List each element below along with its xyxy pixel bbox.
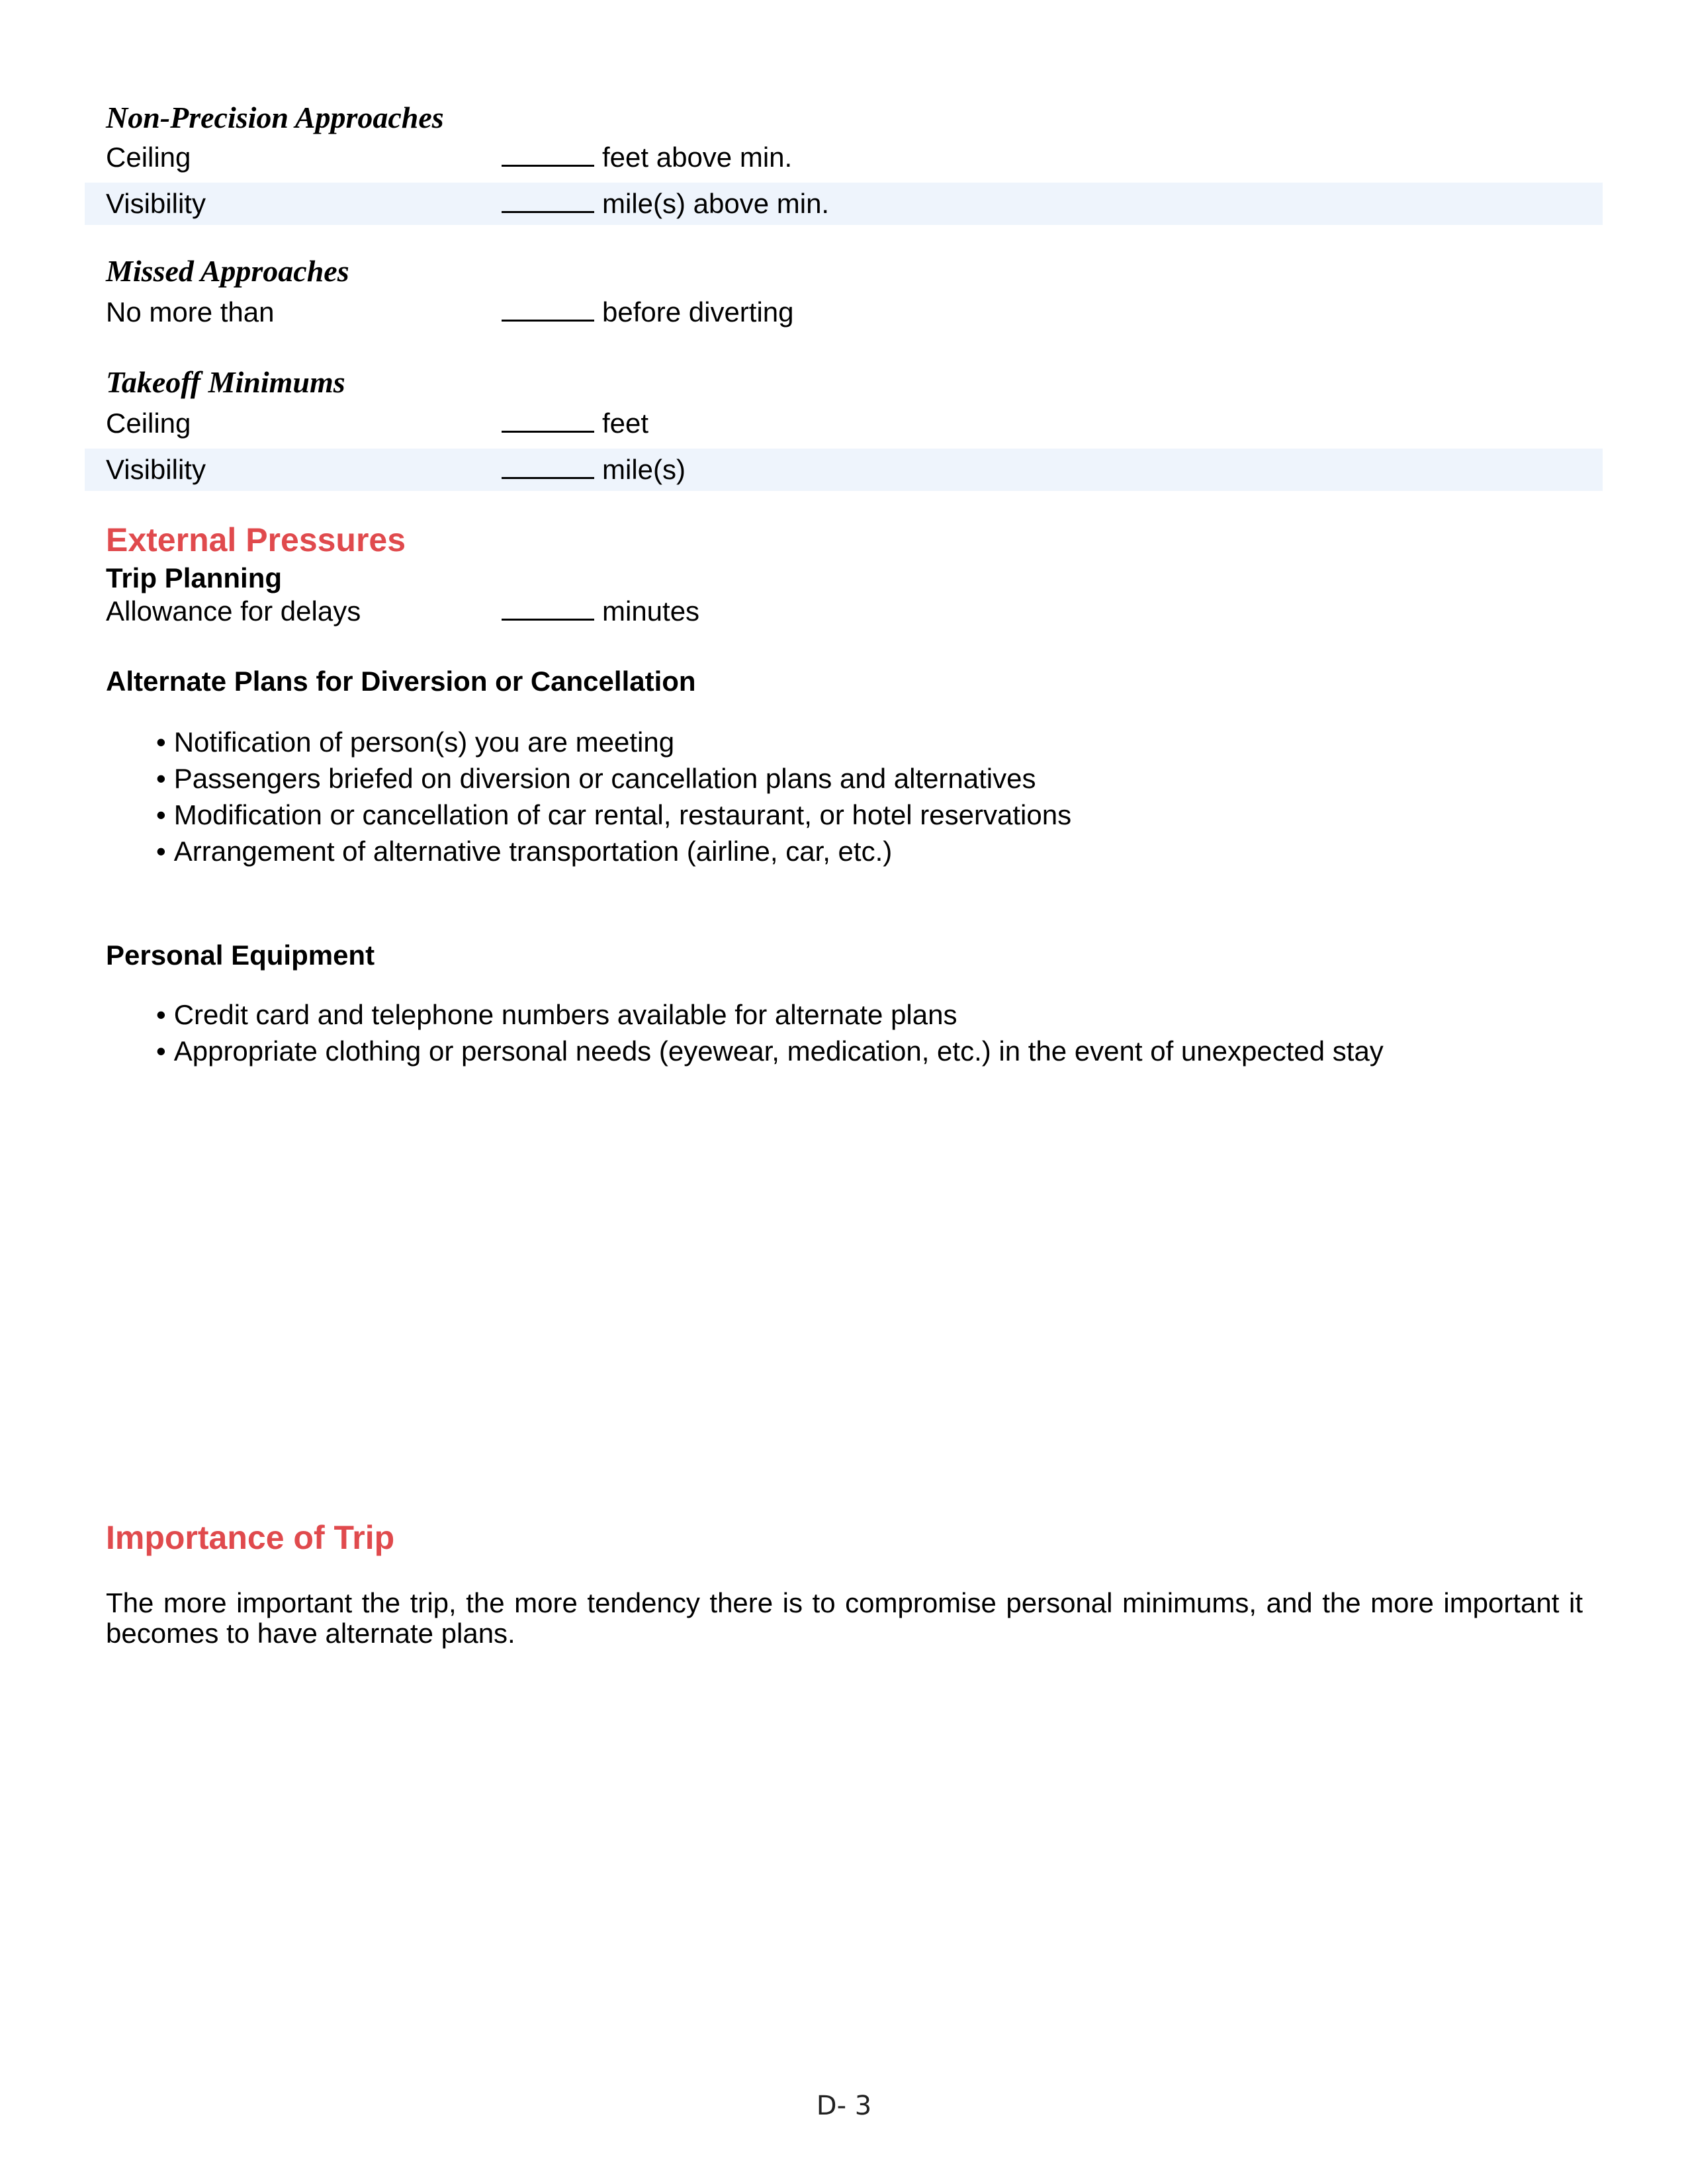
to-visibility-label: Visibility (106, 454, 206, 485)
to-ceiling-suffix: feet (602, 408, 649, 439)
delay-allowance-suffix: minutes (602, 595, 700, 627)
missed-blank[interactable] (502, 297, 594, 322)
np-ceiling-label: Ceiling (106, 142, 191, 173)
personal-equipment-list (156, 996, 1384, 1069)
to-visibility-blank[interactable] (502, 455, 594, 479)
delay-allowance-label: Allowance for delays (106, 595, 361, 627)
list-item: • Appropriate clothing or personal needs (eyewear, medication, etc.) in the event of unexpected stay (156, 1033, 1384, 1069)
to-visibility-suffix: mile(s) (602, 454, 686, 485)
takeoff-heading: Takeoff Minimums (106, 365, 345, 399)
np-ceiling-field[interactable] (502, 140, 792, 175)
external-pressures-heading: External Pressures (106, 521, 406, 558)
personal-equipment-heading: Personal Equipment (106, 939, 375, 971)
to-ceiling-label: Ceiling (106, 408, 191, 439)
np-ceiling-blank[interactable] (502, 142, 594, 167)
alternate-plans-heading: Alternate Plans for Diversion or Cancellation (106, 666, 696, 697)
list-item: • Credit card and telephone numbers available for alternate plans (156, 996, 1384, 1033)
delay-allowance-blank[interactable] (502, 596, 594, 621)
trip-planning-heading: Trip Planning (106, 562, 283, 593)
to-ceiling-blank[interactable] (502, 408, 594, 433)
to-ceiling-field[interactable] (502, 406, 648, 441)
np-visibility-band (85, 183, 1603, 225)
np-visibility-suffix: mile(s) above min. (602, 188, 830, 219)
list-item: • Passengers briefed on diversion or cancellation plans and alternatives (156, 760, 1071, 797)
np-visibility-blank[interactable] (502, 189, 594, 213)
missed-label: No more than (106, 296, 275, 328)
list-item: • Arrangement of alternative transportation (airline, car, etc.) (156, 833, 1071, 869)
page-number: D- 3 (816, 2091, 872, 2121)
importance-heading: Importance of Trip (106, 1519, 395, 1556)
list-item: • Notification of person(s) you are meeting (156, 724, 1071, 760)
missed-field[interactable] (502, 295, 794, 329)
delay-allowance-field[interactable] (502, 594, 699, 629)
missed-heading: Missed Approaches (106, 254, 349, 288)
non-precision-heading: Non-Precision Approaches (106, 101, 444, 134)
np-visibility-label: Visibility (106, 188, 206, 219)
list-item: • Modification or cancellation of car rental, restaurant, or hotel reservations (156, 797, 1071, 833)
alternate-plans-list (156, 724, 1071, 869)
to-visibility-field[interactable] (502, 453, 686, 487)
np-ceiling-suffix: feet above min. (602, 142, 793, 173)
importance-paragraph: The more important the trip, the more tendency there is to compromise personal minimums, and the more important it becomes to have alternate plans. (106, 1587, 1583, 1649)
to-visibility-band (85, 449, 1603, 491)
missed-suffix: before diverting (602, 296, 794, 328)
np-visibility-field[interactable] (502, 187, 829, 221)
